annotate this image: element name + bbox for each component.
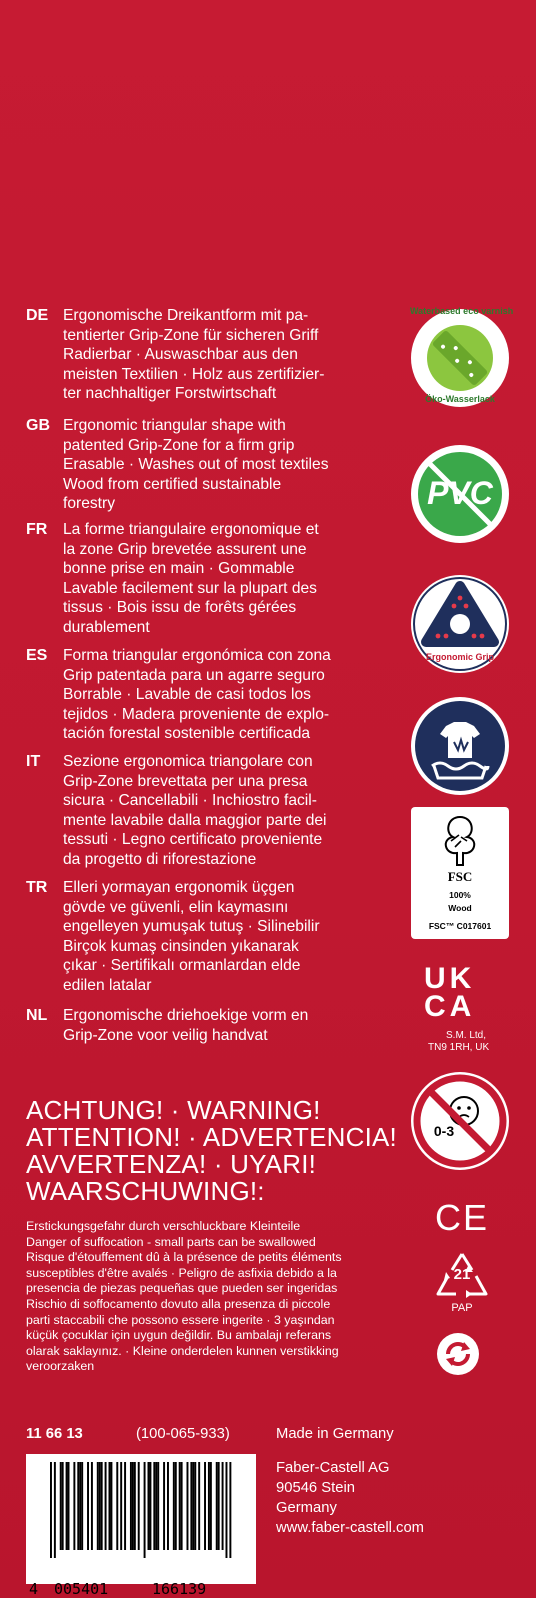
barcode-bar: [198, 1462, 200, 1550]
reference-number: (100-065-933): [136, 1426, 230, 1442]
barcode-bar: [181, 1462, 183, 1550]
language-text-line: Radierbar · Auswaschbar aus den: [63, 346, 298, 364]
ean-barcode: [26, 1454, 256, 1598]
barcode-bar: [187, 1462, 189, 1550]
barcode-bar: [87, 1462, 89, 1550]
barcode-bar: [99, 1462, 101, 1550]
fsc-label: [411, 807, 509, 939]
barcode-bar: [91, 1462, 93, 1550]
language-text-line: La forme triangulaire ergonomique et: [63, 521, 319, 538]
barcode-bar: [148, 1462, 150, 1550]
barcode-bar: [81, 1462, 83, 1550]
barcode-bar: [68, 1462, 70, 1550]
language-text-line: Elleri yormayan ergonomik üçgen: [63, 879, 295, 896]
ce-text: CE: [434, 1197, 489, 1238]
eco-varnish-icon: [410, 306, 514, 408]
barcode-bar: [110, 1462, 112, 1550]
warning-body-line: susceptibles d'être avalés · Peligro de asfixia debido a la: [26, 1265, 337, 1280]
warning-body-line: Rischio di soffocamento dovuto alla presenza di piccole: [26, 1296, 331, 1311]
company-website[interactable]: www.faber-castell.com: [276, 1520, 425, 1536]
barcode-bar: [50, 1462, 52, 1558]
barcode-bar: [77, 1462, 79, 1550]
barcode-bar: [222, 1462, 224, 1550]
language-code: ES: [26, 647, 48, 664]
warning-body-line: Erstickungsgefahr durch verschluckbare Kleinteile: [26, 1219, 301, 1233]
warning-body-line: Danger of suffocation - small parts can be swallowed: [26, 1234, 316, 1249]
language-text-line: Ergonomic triangular shape with: [63, 417, 286, 434]
barcode-bar: [190, 1462, 192, 1550]
language-text-line: tentierter Grip-Zone für sicheren Griff: [63, 326, 319, 344]
language-text-line: la zone Grip brevetée assurent une: [63, 540, 307, 558]
language-code: FR: [26, 521, 48, 538]
eco-varnish-top-text: Waterbased eco varnish: [410, 306, 514, 316]
language-text-line: Erasable · Washes out of most textiles: [63, 456, 329, 474]
language-text-line: ter nachhaltiger Forstwirtschaft: [63, 385, 277, 403]
language-text: [63, 416, 398, 514]
barcode-bar: [79, 1462, 81, 1550]
language-text-line: tejidos · Madera proveniente de explo-: [63, 705, 330, 723]
warning-title-line: ATTENTION! · ADVERTENCIA!: [26, 1122, 397, 1152]
barcode-bar: [155, 1462, 157, 1550]
language-text-line: da progetto di riforestazione: [63, 850, 257, 868]
ukca-top-text: UK: [424, 962, 476, 995]
barcode-bar: [149, 1462, 151, 1550]
recycle-circle-icon: [436, 1332, 480, 1376]
language-code: GB: [26, 417, 50, 434]
barcode-bar: [62, 1462, 64, 1550]
barcode-bar: [216, 1462, 218, 1550]
warning-title-line: ACHTUNG! · WARNING!: [26, 1095, 321, 1125]
pap-recycling-icon: [432, 1250, 492, 1320]
language-text-line: meisten Textilien · Holz aus zertifizier-: [63, 365, 325, 383]
warning-body-line: Risque d'étouffement dû à la présence de petits éléments: [26, 1250, 342, 1265]
fsc-tree-icon: [411, 811, 509, 871]
language-text-line: mente lavabile dalla maggior parte dei: [63, 811, 327, 829]
language-text-line: Birçok kumaş cinsinden yıkanarak: [63, 937, 299, 955]
barcode-bar: [175, 1462, 177, 1550]
eco-varnish-bottom-text: Öko-Wasserlack: [425, 394, 495, 404]
language-text-line: Wood from certified sustainable: [63, 475, 282, 493]
language-text-line: Grip-Zone voor veilig handvat: [63, 1026, 268, 1044]
warning-body-line: olarak saklayınız. · Kleine onderdelen kunnen verstikking: [26, 1343, 339, 1358]
barcode-bar: [97, 1462, 99, 1550]
warning-body-line: veroorzaken: [26, 1359, 95, 1374]
barcode-bar: [167, 1462, 169, 1550]
barcode-bar: [204, 1462, 206, 1550]
barcode-bar: [73, 1462, 75, 1550]
ukca-address-line-2: TN9 1RH, UK: [428, 1042, 490, 1053]
barcode-bar: [130, 1462, 132, 1550]
language-text-line: forestry: [63, 495, 115, 513]
barcode-bar: [120, 1462, 122, 1550]
warning-body: [26, 1219, 406, 1375]
barcode-bar: [157, 1462, 159, 1550]
barcode-bar: [144, 1462, 146, 1558]
warning-body-line: küçük çocuklar için uygun değildir. Bu ambalajı referans: [26, 1328, 332, 1343]
language-text-line: çıkar · Sertifikalı ormanlardan elde: [63, 957, 301, 975]
fsc-wood: Wood: [448, 903, 472, 913]
language-code: TR: [26, 879, 48, 896]
barcode-bar: [218, 1462, 220, 1550]
pvc-text: PVC: [427, 475, 493, 511]
language-text-line: Forma triangular ergonómica con zona: [63, 647, 331, 664]
language-text-line: tessuti · Legno certificato proveniente: [63, 831, 323, 849]
barcode-bar: [124, 1462, 126, 1550]
pap-text: PAP: [451, 1302, 473, 1314]
language-text: [63, 1006, 398, 1045]
barcode-bar: [194, 1462, 196, 1550]
company-address: 90546 Stein: [276, 1480, 355, 1496]
barcode-bar: [208, 1462, 210, 1550]
barcode-bar: [105, 1462, 107, 1550]
language-text-line: patented Grip-Zone for a firm grip: [63, 436, 295, 454]
article-number: 11 66 13: [26, 1426, 83, 1442]
barcode-bar: [66, 1462, 68, 1550]
ergonomic-grip-text: Ergonomic Grip: [425, 652, 494, 662]
language-text-line: Lavable facilement sur la plupart des: [63, 579, 317, 597]
language-text-line: edilen latalar: [63, 976, 152, 994]
barcode-digit-first: 4: [29, 1580, 39, 1598]
language-text: [63, 306, 398, 404]
language-text-line: Ergonomische driehoekige vorm en: [63, 1007, 309, 1024]
language-code: DE: [26, 307, 49, 324]
ukca-address-line-1: S.M. Ltd,: [446, 1030, 487, 1041]
age-warning-icon: [410, 1071, 510, 1171]
barcode-bar: [101, 1462, 103, 1550]
barcode-bar: [173, 1462, 175, 1550]
barcode-bars: [36, 1462, 246, 1558]
barcode-group-1: 005401: [54, 1580, 109, 1598]
age-text: 0-3: [433, 1123, 455, 1139]
barcode-group-2: 166139: [152, 1580, 207, 1598]
language-text-line: bonne prise en main · Gommable: [63, 560, 295, 578]
language-code: NL: [26, 1007, 48, 1024]
barcode-bar: [138, 1462, 140, 1550]
barcode-bar: [163, 1462, 165, 1550]
ukca-bottom-text: CA: [424, 990, 476, 1023]
fsc-logo-text: FSC: [447, 869, 473, 884]
language-text: [63, 520, 398, 638]
language-text-line: Grip-Zone brevettata per una presa: [63, 772, 308, 790]
barcode-bar: [60, 1462, 62, 1550]
language-text-line: Sezione ergonomica triangolare con: [63, 753, 313, 770]
barcode-bar: [134, 1462, 136, 1550]
barcode-bar: [226, 1462, 228, 1558]
language-text-line: sicura · Cancellabili · Inchiostro facil-: [63, 792, 317, 810]
ce-mark-icon: [432, 1198, 492, 1238]
language-code: IT: [26, 753, 41, 770]
company-name: Faber-Castell AG: [276, 1460, 390, 1476]
washable-icon: [410, 696, 510, 796]
barcode-bar: [210, 1462, 212, 1550]
barcode-bar: [179, 1462, 181, 1550]
pap-number: 21: [453, 1266, 471, 1283]
language-text: [63, 752, 398, 870]
barcode-bar: [54, 1462, 56, 1558]
warning-body-line: presencia de piezas pequeñas que pueden ser ingeridas: [26, 1281, 338, 1296]
barcode-bar: [153, 1462, 155, 1550]
ergonomic-grip-icon: [410, 574, 510, 674]
language-text-line: gövde ve güvenli, elin kaymasını: [63, 898, 289, 916]
warning-title-line: AVVERTENZA! · UYARI!: [26, 1149, 317, 1179]
warning-title-line: WAARSCHUWING!:: [26, 1176, 265, 1206]
warning-body-line: parti staccabili che possono essere ingerite · 3 yaşından: [26, 1312, 335, 1327]
barcode-bar: [109, 1462, 111, 1550]
language-text: [63, 646, 398, 744]
language-text-line: engelleyen yumuşak tutuş · Silinebilir: [63, 918, 320, 936]
language-text-line: Borrable · Lavable de casi todos los: [63, 686, 311, 704]
barcode-bar: [132, 1462, 134, 1550]
language-text: [63, 878, 398, 996]
language-text-line: tación forestal sostenible certificada: [63, 725, 311, 743]
language-text-line: Ergonomische Dreikantform mit pa-: [63, 307, 309, 324]
language-text-line: Grip patentada para un agarre seguro: [63, 666, 325, 684]
fsc-code: FSC™ C017601: [428, 921, 492, 931]
barcode-bar: [192, 1462, 194, 1550]
fsc-percent: 100%: [449, 890, 471, 900]
language-text-line: tissus · Bois issu de forêts gérées: [63, 599, 297, 617]
language-text-line: durablement: [63, 618, 150, 636]
barcode-bar: [116, 1462, 118, 1550]
made-in: Made in Germany: [276, 1426, 394, 1442]
no-pvc-icon: [410, 444, 510, 544]
company-country: Germany: [276, 1500, 337, 1516]
barcode-bar: [229, 1462, 231, 1558]
